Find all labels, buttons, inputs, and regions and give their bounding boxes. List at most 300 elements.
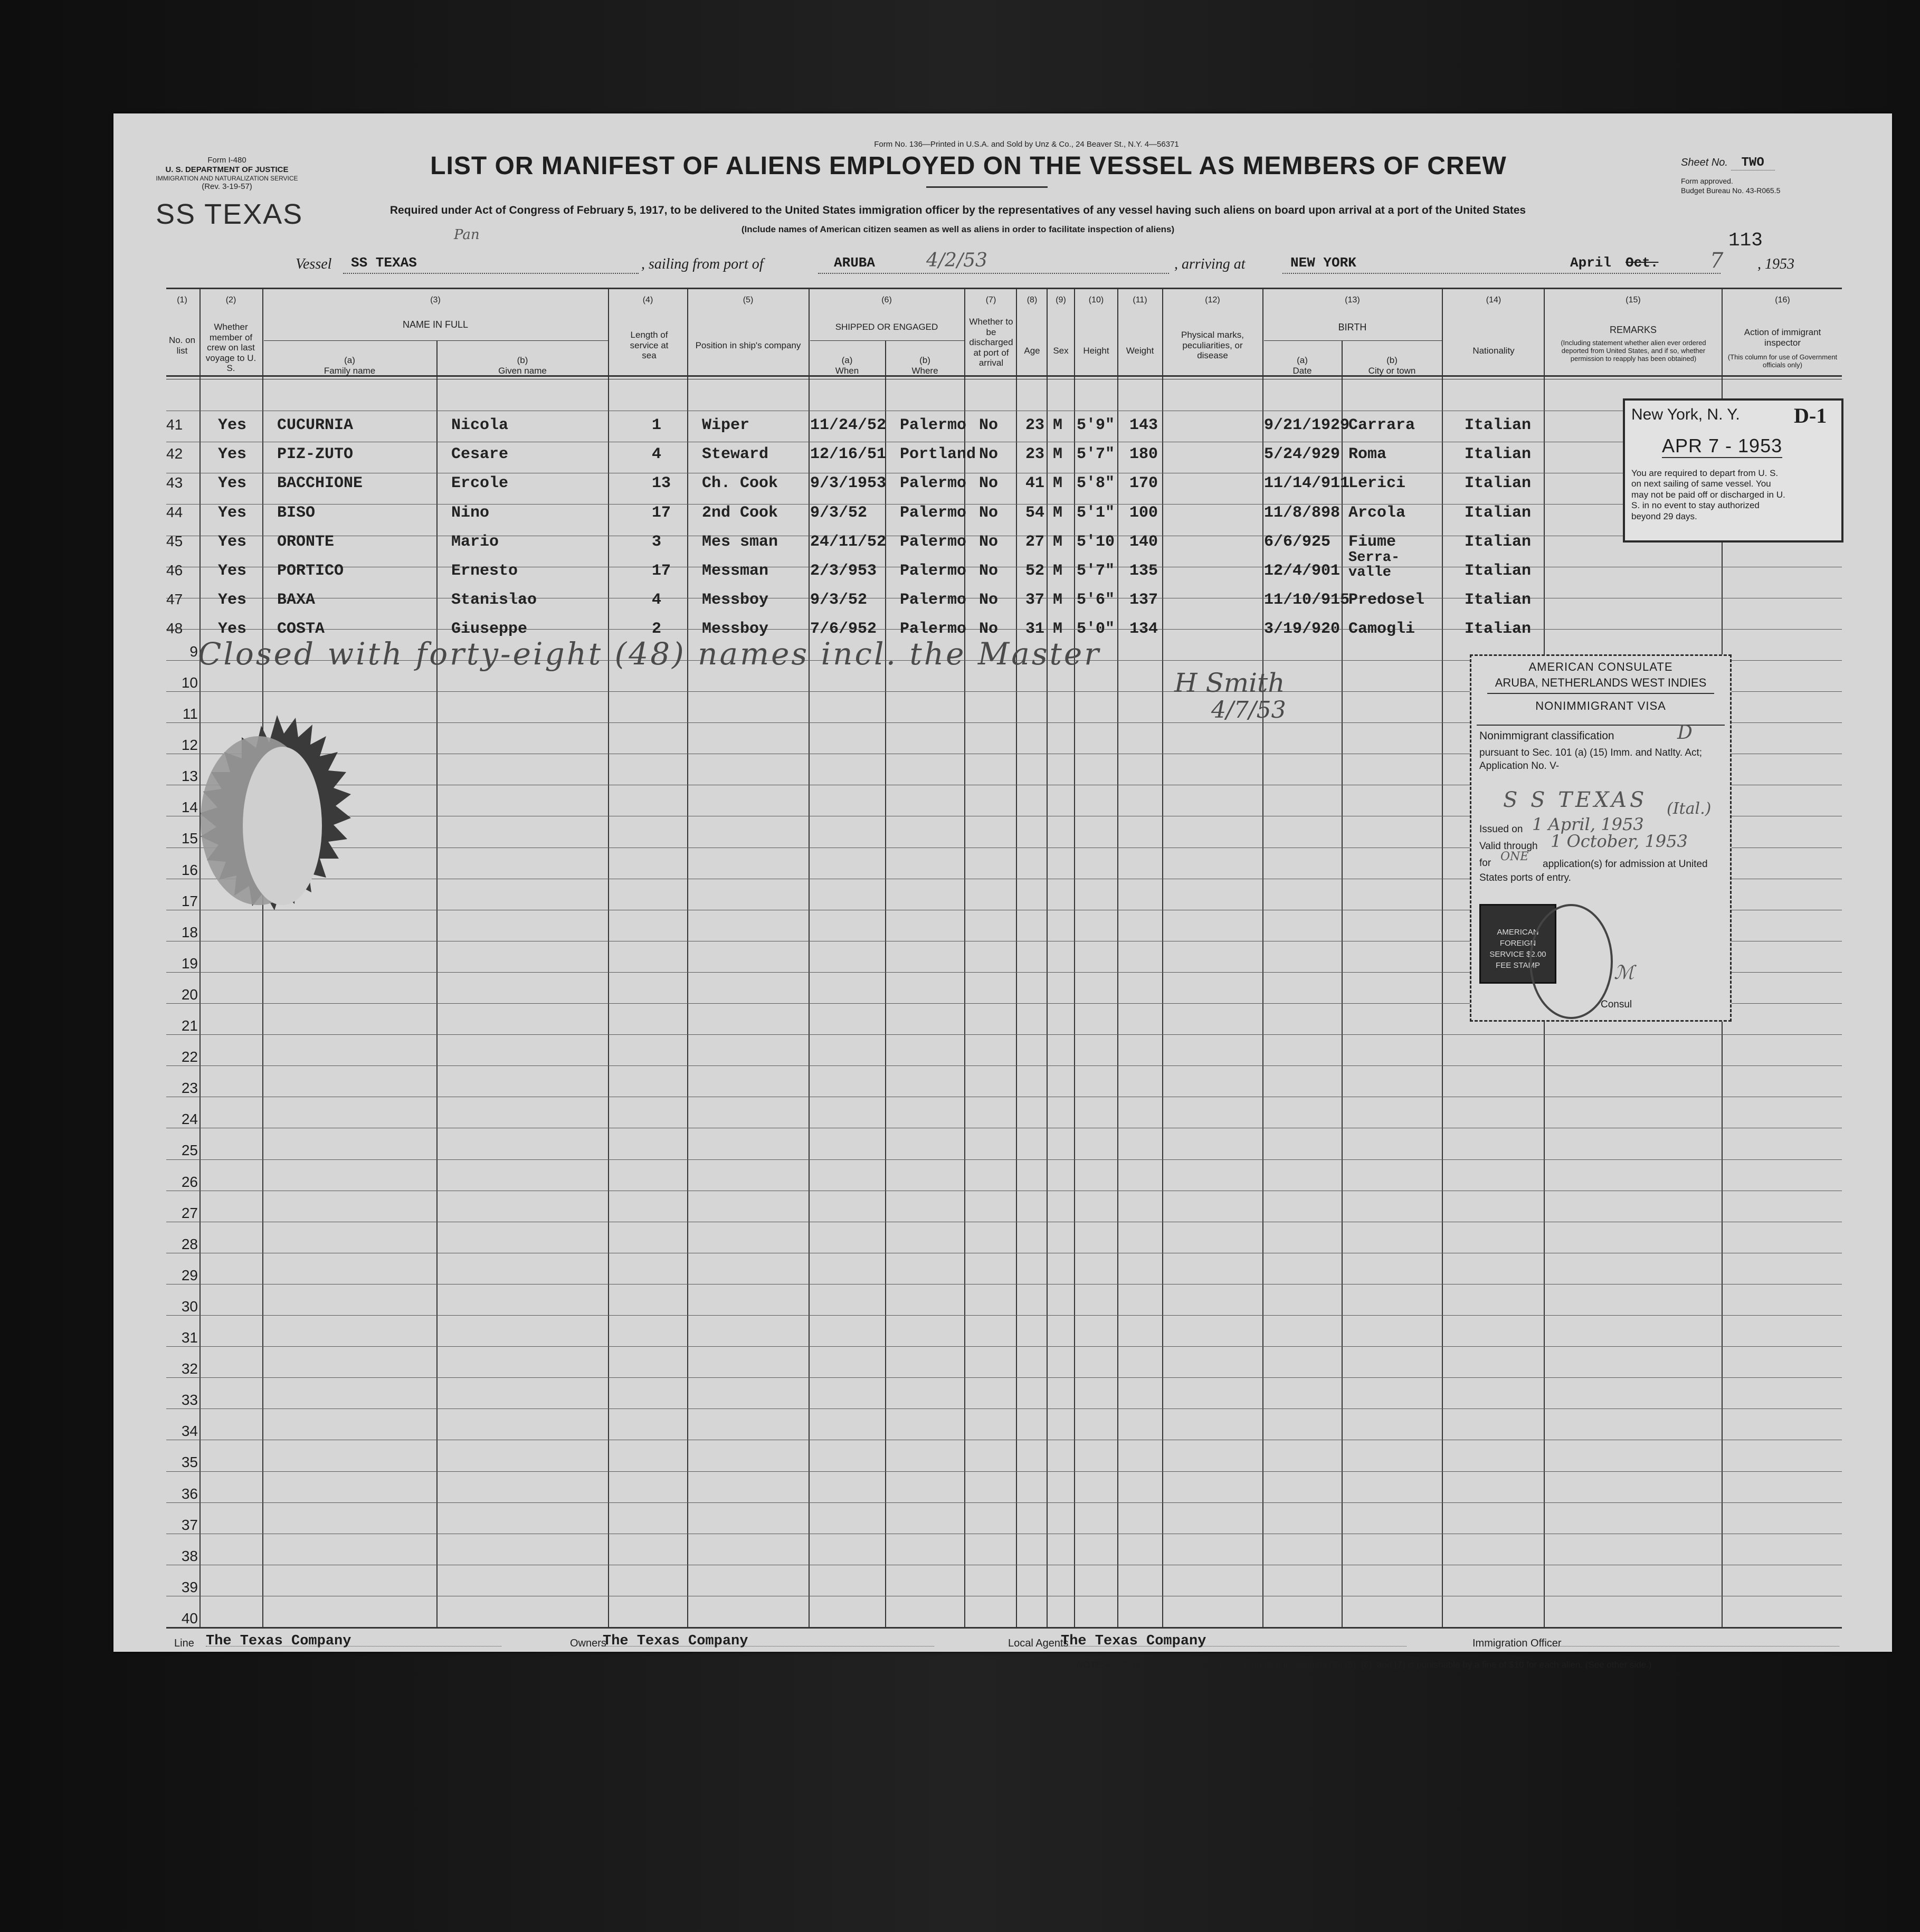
owners-underline	[602, 1646, 934, 1647]
family-sub-label: Family name	[324, 365, 376, 376]
col-action-header: Action of immigrant inspector	[1744, 327, 1821, 348]
col-divider	[1262, 288, 1263, 1628]
nationality: Italian	[1465, 416, 1532, 434]
arriving-underline	[1282, 273, 1721, 274]
nationality: Italian	[1465, 445, 1532, 463]
signature-date: 4/7/53	[1211, 697, 1286, 724]
pan-note: Pan	[454, 227, 480, 243]
service-length: 4	[652, 445, 662, 463]
page-title: LIST OR MANIFEST OF ALIENS EMPLOYED ON THE VESSEL AS MEMBERS OF CREW	[430, 152, 1507, 180]
service-length: 3	[652, 533, 662, 551]
prev-voyage: Yes	[218, 620, 247, 638]
vessel-underline	[343, 273, 639, 274]
position: Messman	[702, 562, 769, 580]
line-underline	[206, 1646, 501, 1647]
col-divider	[1117, 288, 1118, 1628]
shipped-where: Palermo	[900, 591, 967, 609]
family-name: PORTICO	[277, 562, 344, 580]
birth-date: 5/24/929	[1264, 445, 1341, 463]
position: Wiper	[702, 416, 750, 434]
shipped-where: Palermo	[900, 562, 967, 580]
row-number: 28	[181, 1235, 198, 1252]
row-number: 35	[181, 1454, 198, 1471]
col-num-1: (1)	[177, 296, 187, 304]
col-where-header	[887, 355, 963, 376]
position: Messboy	[702, 620, 769, 638]
height: 5'8"	[1077, 474, 1115, 492]
col-num-15: (15)	[1626, 296, 1641, 304]
where-sub-label: Where	[911, 365, 938, 376]
weight: 180	[1129, 445, 1158, 463]
col-num-5: (5)	[743, 296, 754, 304]
col-given-name-header	[438, 355, 607, 376]
col-divider	[608, 288, 609, 1628]
row-number: 30	[181, 1298, 198, 1315]
weight: 137	[1129, 591, 1158, 609]
embossed-seal	[190, 710, 364, 921]
row-number: 20	[181, 986, 198, 1003]
line-label: Line	[174, 1638, 194, 1649]
row-number: 39	[181, 1578, 198, 1595]
row-number: 40	[181, 1610, 198, 1626]
col-physical-header: Physical marks, peculiarities, or disease	[1181, 330, 1244, 361]
sailing-date: 4/2/53	[926, 250, 987, 271]
age: 27	[1025, 533, 1045, 551]
birth-city: Predosel	[1348, 591, 1425, 609]
rownum-filled: 43	[166, 474, 183, 491]
for-value: ONE	[1500, 850, 1529, 863]
col-divider	[436, 340, 438, 1628]
col-name-header: NAME IN FULL	[402, 319, 469, 330]
birth-city: Serra- valle	[1348, 550, 1400, 580]
row-number: 33	[181, 1392, 198, 1408]
col-num-10: (10)	[1088, 296, 1104, 304]
prev-voyage: Yes	[218, 474, 247, 492]
form-number: Form No. 136—Printed in U.S.A. and Sold by Unz & Co., 24 Beaver St., N.Y. 4—56371	[874, 140, 1179, 149]
col-shipped-header: SHIPPED OR ENGAGED	[835, 322, 938, 332]
discharge: No	[979, 504, 999, 522]
rownum-filled: 41	[166, 416, 183, 433]
birth-city-sub-label: City or town	[1368, 365, 1416, 376]
shipped-when: 24/11/52	[810, 533, 887, 551]
service-length: 17	[652, 504, 671, 522]
shipped-where: Palermo	[900, 474, 967, 492]
rownum-filled: 46	[166, 562, 183, 578]
sailing-value: ARUBA	[834, 255, 876, 271]
arrival-month: April	[1570, 255, 1612, 271]
arrival-day: 7	[1710, 249, 1724, 273]
given-name: Nino	[451, 504, 490, 522]
col-num-13: (13)	[1345, 296, 1360, 304]
col-num-2: (2)	[225, 296, 236, 304]
rownum-filled: 45	[166, 533, 183, 549]
col-num-11: (11)	[1133, 296, 1147, 304]
prev-voyage: Yes	[218, 416, 247, 434]
age: 52	[1025, 562, 1045, 580]
approval-note	[1681, 177, 1850, 195]
birth-city: Camogli	[1348, 620, 1415, 638]
nationality: Italian	[1465, 591, 1532, 609]
prev-voyage: Yes	[218, 504, 247, 522]
birth-date: 6/6/925	[1264, 533, 1331, 551]
service-name: IMMIGRATION AND NATURALIZATION SERVICE	[156, 175, 298, 182]
service-length: 13	[652, 474, 671, 492]
row-number: 9	[189, 643, 198, 660]
row-number: 31	[181, 1329, 198, 1346]
col-no-header: No. on list	[168, 335, 196, 356]
age: 37	[1025, 591, 1045, 609]
row-number: 26	[181, 1173, 198, 1190]
ny-stamp-date: APR 7 - 1953	[1662, 435, 1782, 458]
given-name: Stanislao	[451, 591, 537, 609]
shipped-when: 9/3/52	[810, 591, 868, 609]
prev-voyage: Yes	[218, 533, 247, 551]
col-family-name-header	[264, 355, 435, 376]
row-rule	[166, 1034, 1842, 1035]
weight: 140	[1129, 533, 1158, 551]
weight: 170	[1129, 474, 1158, 492]
col-num-12: (12)	[1205, 296, 1220, 304]
department-form-no: Form I-480	[207, 156, 246, 165]
sex: M	[1053, 474, 1063, 492]
sex: M	[1053, 416, 1063, 434]
page-number: 113	[1728, 230, 1763, 251]
officer-label: Immigration Officer	[1472, 1638, 1562, 1649]
service-length: 17	[652, 562, 671, 580]
agents-value: The Texas Company	[1061, 1633, 1206, 1649]
shipped-when: 11/24/52	[810, 416, 887, 434]
given-name: Giuseppe	[451, 620, 528, 638]
department-block	[153, 156, 301, 192]
discharge: No	[979, 620, 999, 638]
row-rule	[166, 504, 1842, 505]
family-name: BISO	[277, 504, 316, 522]
consulate-visa-stamp	[1470, 654, 1732, 1022]
col-num-8: (8)	[1026, 296, 1038, 304]
col-height-header: Height	[1083, 346, 1109, 356]
nationality: Italian	[1465, 533, 1532, 551]
service-length: 1	[652, 416, 662, 434]
table-top-border	[166, 288, 1842, 289]
agents-underline	[1058, 1646, 1406, 1647]
birth-date: 11/8/898	[1264, 504, 1341, 522]
row-number: 14	[181, 799, 198, 816]
sheet-label: Sheet No.	[1681, 157, 1728, 168]
col-num-9: (9)	[1056, 296, 1066, 304]
age: 23	[1025, 416, 1045, 434]
height: 5'10	[1077, 533, 1115, 551]
title-underline	[926, 186, 1048, 188]
age: 41	[1025, 474, 1045, 492]
when-sub-label: When	[835, 365, 859, 376]
subtitle-note: (Include names of American citizen seamen as well as aliens in order to facilitate inspection of aliens)	[741, 224, 1175, 234]
budget-number: Budget Bureau No. 43-R065.5	[1681, 186, 1781, 195]
nationality: Italian	[1465, 562, 1532, 580]
position: Mes sman	[702, 533, 778, 551]
shipped-when: 12/16/51	[810, 445, 887, 463]
discharge: No	[979, 591, 999, 609]
discharge: No	[979, 445, 999, 463]
birth-date: 12/4/901	[1264, 562, 1341, 580]
service-length: 4	[652, 591, 662, 609]
row-number: 13	[181, 768, 198, 785]
row-number: 22	[181, 1049, 198, 1065]
col-divider	[1016, 288, 1017, 1628]
row-number: 32	[181, 1360, 198, 1377]
col-weight-header: Weight	[1126, 346, 1154, 356]
owners-value: The Texas Company	[603, 1633, 748, 1649]
where-sub-num: (b)	[919, 355, 930, 365]
sheet-value: TWO	[1731, 156, 1775, 170]
col-nationality-header: Nationality	[1472, 346, 1515, 356]
line-value: The Texas Company	[206, 1633, 351, 1649]
given-name: Cesare	[451, 445, 509, 463]
manifest-page	[113, 113, 1892, 1670]
birth-date: 11/14/911	[1264, 474, 1350, 492]
shipped-when: 9/3/1953	[810, 474, 887, 492]
seal-highlight	[243, 747, 322, 905]
prev-voyage: Yes	[218, 445, 247, 463]
height: 5'1"	[1077, 504, 1115, 522]
sailing-label: , sailing from port of	[641, 256, 764, 272]
sex: M	[1053, 591, 1063, 609]
weight: 143	[1129, 416, 1158, 434]
row-number: 27	[181, 1204, 198, 1221]
sailing-underline	[818, 273, 1169, 274]
col-remarks-header: REMARKS	[1609, 325, 1657, 335]
age: 31	[1025, 620, 1045, 638]
row-number: 12	[181, 737, 198, 754]
struck-month: Oct.	[1626, 255, 1659, 271]
birth-date-sub-label: Date	[1292, 365, 1312, 376]
weight: 134	[1129, 620, 1158, 638]
col-action-note: (This column for use of Government officials only)	[1727, 353, 1838, 369]
col-divider	[1442, 288, 1443, 1628]
given-sub-label: Given name	[498, 365, 547, 376]
agents-label: Local Agents	[1008, 1638, 1069, 1649]
row-rule	[166, 1315, 1842, 1316]
classification-value: D	[1677, 722, 1693, 744]
arriving-label: , arriving at	[1174, 256, 1246, 272]
family-name: BACCHIONE	[277, 474, 363, 492]
position: 2nd Cook	[702, 504, 778, 522]
weight: 100	[1129, 504, 1158, 522]
visa-vessel: S S TEXAS	[1503, 788, 1648, 812]
sex: M	[1053, 445, 1063, 463]
fee-stamp-text: AMERICAN FOREIGN SERVICE $2.00 FEE STAMP	[1489, 928, 1546, 970]
row-rule	[166, 1471, 1842, 1472]
row-number: 17	[181, 892, 198, 909]
col-birth-date-header	[1264, 355, 1341, 376]
arrival-year: , 1953	[1757, 256, 1794, 272]
application-text: application(s) for admission at United States ports of entry.	[1479, 859, 1708, 883]
col-birth-header: BIRTH	[1338, 322, 1367, 332]
row-number: 18	[181, 924, 198, 940]
height: 5'6"	[1077, 591, 1115, 609]
rownum-filled: 48	[166, 620, 183, 636]
height: 5'0"	[1077, 620, 1115, 638]
row-rule	[166, 1159, 1842, 1160]
ny-stamp-text: You are required to depart from U. S. on next sailing of same vessel. You may not be paid off or discharged in U. S. in no event to stay authorized beyond 29 days.	[1631, 468, 1785, 521]
vessel-value: SS TEXAS	[351, 255, 417, 271]
row-rule	[166, 1065, 1842, 1066]
discharge: No	[979, 533, 999, 551]
consulate-title: AMERICAN CONSULATE	[1528, 660, 1673, 673]
col-num-7: (7)	[985, 296, 996, 304]
pursuant-text: pursuant to Sec. 101 (a) (15) Imm. and Natlty. Act; Application No. V-	[1479, 747, 1703, 772]
col-divider	[1047, 288, 1048, 1628]
family-name: BAXA	[277, 591, 316, 609]
shipped-where: Palermo	[900, 620, 967, 638]
birth-date: 11/10/915	[1264, 591, 1350, 609]
family-sub-num: (a)	[344, 355, 355, 365]
birth-city: Fiume	[1348, 533, 1396, 551]
ny-stamp-code: D-1	[1794, 404, 1827, 427]
weight: 135	[1129, 562, 1158, 580]
issued-label: Issued on	[1479, 824, 1523, 835]
birth-date-sub-num: (a)	[1297, 355, 1308, 365]
closing-note: Closed with forty-eight (48) names incl. the Master	[198, 636, 1101, 672]
nationality: Italian	[1465, 620, 1532, 638]
position: Ch. Cook	[702, 474, 778, 492]
row-rule	[166, 1377, 1842, 1378]
prev-voyage: Yes	[218, 562, 247, 580]
sex: M	[1053, 533, 1063, 551]
col-num-3: (3)	[430, 296, 441, 304]
age: 54	[1025, 504, 1045, 522]
rownum-filled: 44	[166, 504, 183, 520]
discharge: No	[979, 416, 999, 434]
height: 5'9"	[1077, 416, 1115, 434]
family-name: ORONTE	[277, 533, 335, 551]
vessel-stamp: SS TEXAS	[156, 198, 303, 230]
valid-value: 1 October, 1953	[1551, 831, 1688, 851]
consulate-location: ARUBA, NETHERLANDS WEST INDIES	[1495, 676, 1707, 689]
given-sub-num: (b)	[517, 355, 528, 365]
col-age-header: Age	[1024, 346, 1040, 356]
for-label: for	[1479, 858, 1491, 869]
consul-signature-icon: ℳ	[1614, 962, 1634, 984]
row-number: 24	[181, 1111, 198, 1128]
shipped-when: 9/3/52	[810, 504, 868, 522]
row-number: 29	[181, 1267, 198, 1283]
rownum-filled: 42	[166, 445, 183, 462]
position: Steward	[702, 445, 769, 463]
row-number: 15	[181, 830, 198, 847]
row-number: 21	[181, 1017, 198, 1034]
birth-city: Roma	[1348, 445, 1387, 463]
seal-graphic	[190, 710, 364, 921]
birth-city-sub-num: (b)	[1386, 355, 1398, 365]
col-sex-header: Sex	[1053, 346, 1069, 356]
port-of-entry-stamp	[1623, 398, 1843, 543]
shipped-where: Palermo	[900, 504, 967, 522]
birth-date: 3/19/920	[1264, 620, 1341, 638]
row-number: 16	[181, 861, 198, 878]
sex: M	[1053, 504, 1063, 522]
nationality: Italian	[1465, 474, 1532, 492]
sheet-number	[1681, 156, 1839, 170]
col-num-14: (14)	[1486, 296, 1501, 304]
col-divider	[1162, 288, 1163, 1628]
birth-city: Arcola	[1348, 504, 1406, 522]
owners-label: Owners	[570, 1638, 606, 1649]
arriving-value: NEW YORK	[1290, 255, 1356, 271]
ny-stamp-place: New York, N. Y.	[1631, 406, 1740, 423]
discharge: No	[979, 562, 999, 580]
birth-city: Carrara	[1348, 416, 1415, 434]
row-number: 11	[182, 706, 198, 722]
given-name: Ernesto	[451, 562, 518, 580]
classification-label: Nonimmigrant classification	[1479, 730, 1614, 742]
service-length: 2	[652, 620, 662, 638]
shipped-when: 7/6/952	[810, 620, 877, 638]
family-name: COSTA	[277, 620, 325, 638]
row-rule	[166, 1408, 1842, 1409]
sex: M	[1053, 562, 1063, 580]
row-number: 19	[181, 955, 198, 972]
issued-value: 1 April, 1953	[1532, 814, 1644, 834]
family-name: CUCURNIA	[277, 416, 354, 434]
col-service-header: Length of service at sea	[630, 330, 669, 361]
vessel-line	[296, 249, 1826, 277]
col-divider	[809, 288, 810, 1628]
col-num-6: (6)	[881, 296, 892, 304]
col-when-header	[810, 355, 884, 376]
subtitle: Required under Act of Congress of February 5, 1917, to be delivered to the United States immigration officer by the representatives of any vessel having such aliens on board upon arrival at a port of the United States	[389, 204, 1526, 216]
when-sub-num: (a)	[841, 355, 853, 365]
col-divider	[687, 288, 688, 1628]
sex: M	[1053, 620, 1063, 638]
consulate-visa: NONIMMIGRANT VISA	[1535, 699, 1666, 712]
col-divider	[1342, 340, 1343, 1628]
col-position-header: Position in ship's company	[695, 340, 801, 350]
col-previous-voyage-header: Whether member of crew on last voyage to U. S.	[205, 322, 256, 374]
prev-voyage: Yes	[218, 591, 247, 609]
name-subheader-line	[264, 340, 608, 341]
row-number: 38	[181, 1547, 198, 1564]
rownum-filled: 47	[166, 591, 183, 607]
row-rule	[166, 1502, 1842, 1503]
age: 23	[1025, 445, 1045, 463]
vessel-label: Vessel	[296, 256, 332, 272]
col-num-4: (4)	[642, 296, 653, 304]
department-name: U. S. DEPARTMENT OF JUSTICE	[165, 165, 289, 174]
height: 5'7"	[1077, 445, 1115, 463]
nationality: Italian	[1465, 504, 1532, 522]
row-number: 36	[181, 1485, 198, 1502]
position: Messboy	[702, 591, 769, 609]
birth-date: 9/21/1929	[1264, 416, 1350, 434]
shipped-when: 2/3/953	[810, 562, 877, 580]
row-number: 23	[181, 1080, 198, 1097]
row-number: 34	[181, 1423, 198, 1440]
col-remarks-note: (Including statement whether alien ever ordered deported from United States, and if so, whether permission to reapply has been obtained)	[1561, 339, 1706, 363]
footer-note: NOTE.—Failure to furnish full or correct information in columns (3), (5), (6), and (7) is punishable by a fine of $10 for each alien. (See other side.)	[1077, 1660, 1652, 1670]
consulate-divider	[1487, 693, 1714, 694]
footer	[174, 1633, 1863, 1654]
height: 5'7"	[1077, 562, 1115, 580]
col-divider	[199, 288, 201, 1628]
row-rule	[166, 1346, 1842, 1347]
shipped-subheader-line	[810, 340, 964, 341]
table-bottom-border	[166, 1627, 1842, 1629]
family-name: PIZ-ZUTO	[277, 445, 354, 463]
approval-label: Form approved.	[1681, 177, 1733, 185]
col-divider	[1074, 288, 1075, 1628]
shipped-where: Palermo	[900, 416, 967, 434]
shipped-where: Palermo	[900, 533, 967, 551]
